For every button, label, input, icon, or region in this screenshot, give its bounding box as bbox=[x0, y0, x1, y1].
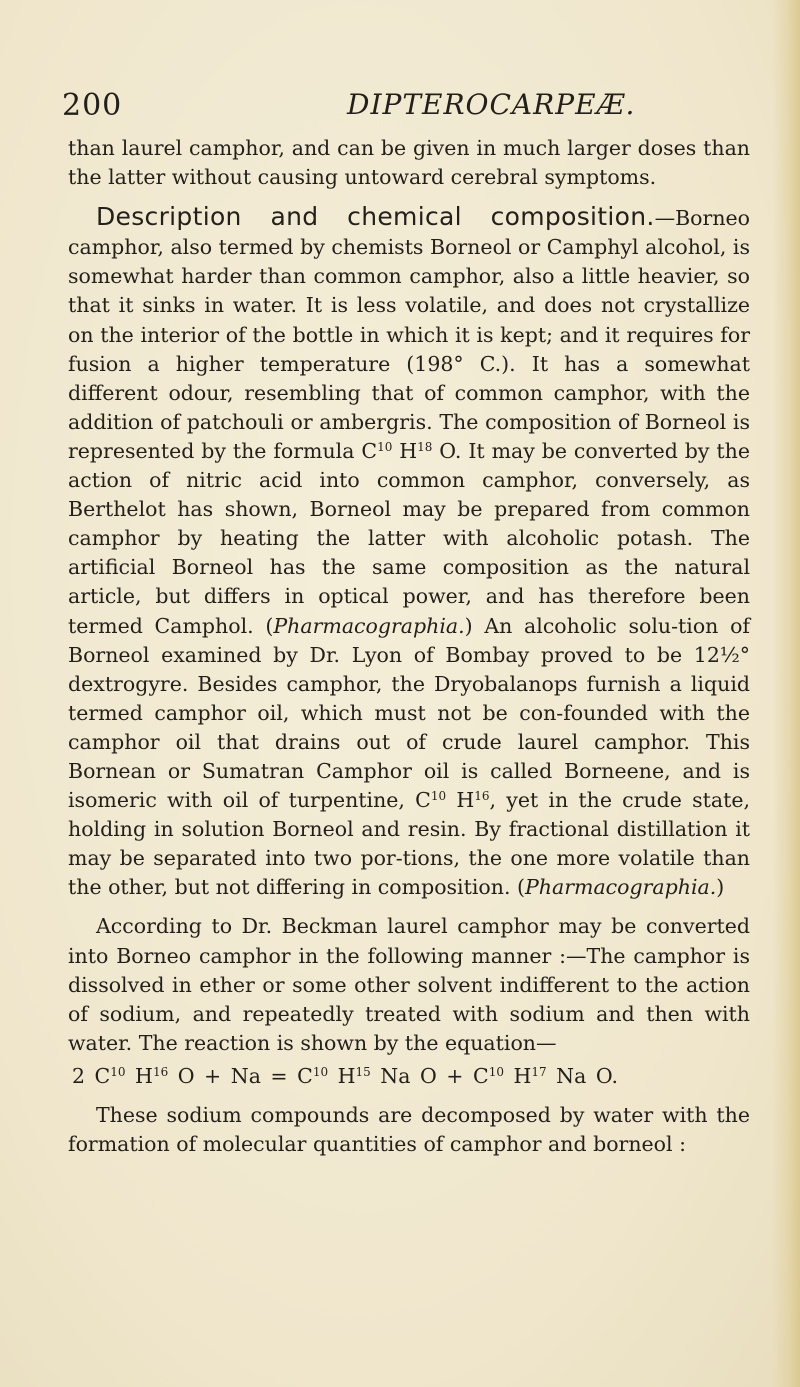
eq-sup: 16 bbox=[152, 1064, 169, 1079]
eq-part: Na O + C bbox=[370, 1063, 489, 1088]
body-text bbox=[68, 134, 750, 1159]
paragraph-description bbox=[68, 202, 750, 902]
eq-sup: 10 bbox=[312, 1064, 329, 1079]
eq-part: 2 C bbox=[72, 1063, 111, 1088]
subscript-18: 18 bbox=[417, 439, 433, 454]
page-header bbox=[62, 88, 752, 128]
paragraph-continued: than laurel camphor, and can be given in much larger doses than the latter without causing untoward cerebral symptoms. bbox=[68, 136, 750, 190]
citation-pharmacographia: Pharmacographia. bbox=[273, 613, 465, 638]
text-run: , yet in the crude state, holding in solution Borneol and resin. By fractional distillation it may be separated into two por-tions, the one more volatile than the other, but not differing in composition. ( bbox=[68, 788, 750, 900]
text-run: O. It may be converted by the action of nitric acid into common camphor, conversely, as Berthelot has shown, Borneol may be prepared from common camphor by heating the latter with alcoholic potash. The artificial Borneol has the same composition as the natural article, but differs in optical power, and has therefore been termed Camphol. ( bbox=[68, 438, 750, 638]
eq-part: H bbox=[503, 1063, 532, 1088]
text-run: H bbox=[446, 788, 475, 813]
subscript-10: 10 bbox=[430, 789, 447, 804]
citation-pharmacographia: Pharmacographia. bbox=[525, 875, 717, 900]
eq-sup: 10 bbox=[488, 1064, 504, 1079]
eq-sup: 17 bbox=[531, 1064, 547, 1079]
section-heading: Description and chemical composition. bbox=[96, 202, 655, 232]
paragraph-beckman: According to Dr. Beckman laurel camphor may be converted into Borneo camphor in the following manner :—The camphor is dissolved in ether or some other solvent indifferent to the action of sodium, and repeatedly treated with sodium and then with water. The reaction is shown by the equation— bbox=[68, 914, 750, 1055]
subscript-16: 16 bbox=[474, 789, 490, 804]
eq-sup: 10 bbox=[110, 1064, 126, 1079]
text-run: H bbox=[392, 438, 418, 463]
eq-part: Na O. bbox=[546, 1063, 618, 1088]
text-run: ) bbox=[716, 875, 725, 900]
subscript-10: 10 bbox=[377, 439, 393, 454]
text-run: ) An alcoholic solu-tion of Borneol examined by Dr. Lyon of Bombay proved to be 12½° dextrogyre. Besides camphor, the Dryobalanops furnish a liquid termed camphor oil, which must not be con-founded with the camphor oil that drains out of crude laurel camphor. This Bornean or Sumatran Camphor oil is called Borneene, and is isomeric with oil of turpentine, C bbox=[68, 613, 750, 813]
page-edge-shadow bbox=[772, 0, 800, 1387]
paragraph-sodium: These sodium compounds are decomposed by water with the formation of molecular quantities of camphor and borneol : bbox=[68, 1103, 750, 1157]
eq-part: H bbox=[328, 1063, 356, 1088]
eq-part: O + Na = C bbox=[168, 1063, 313, 1088]
running-title: DIPTEROCARPEÆ. bbox=[347, 88, 636, 121]
page-number: 200 bbox=[62, 88, 123, 123]
text-run: —Borneo camphor, also termed by chemists Borneol or Camphyl alcohol, is somewhat harder than common camphor, also a little heavier, so that it sinks in water. It is less volatile, and does not crystallize on the interior of the bottle in which it is kept; and it requires for fusion a higher temperature (198° C.). It has a somewhat different odour, resembling that of common camphor, with the addition of patchouli or ambergris. The composition of Borneol is represented by the formula C bbox=[68, 206, 750, 463]
eq-sup: 15 bbox=[355, 1064, 371, 1079]
chemical-equation bbox=[68, 1062, 750, 1091]
eq-part: H bbox=[125, 1063, 153, 1088]
